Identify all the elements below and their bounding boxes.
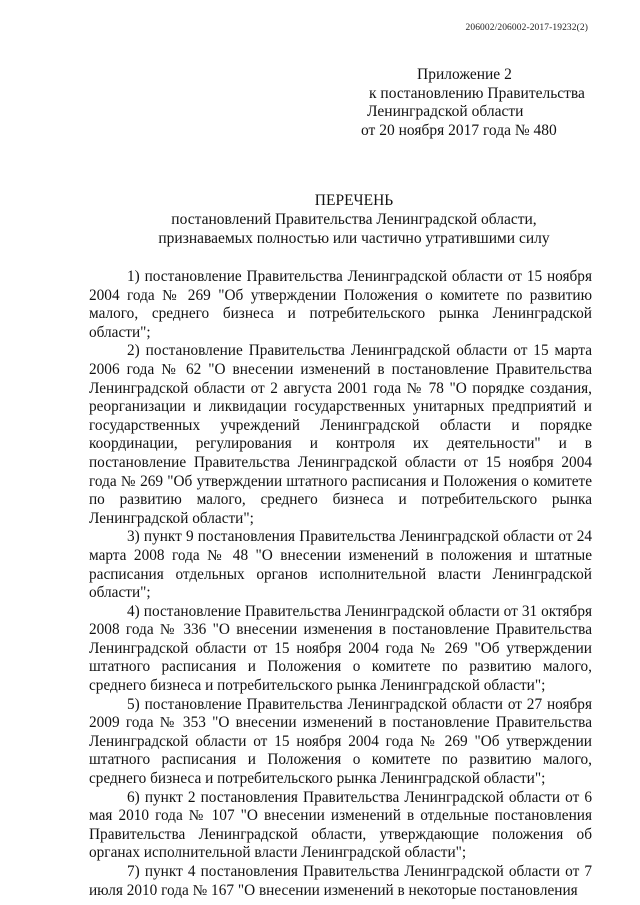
list-item: 7) пункт 4 постановления Правительства Ленинградской области от 7 июля 2010 года № 167 "О внесении изменений в некоторые постановления (89, 863, 592, 899)
document-title-block (80, 191, 580, 248)
appendix-region-line: Ленинградской области (367, 103, 524, 120)
appendix-title: Приложение 2 (417, 66, 512, 83)
list-item: 1) постановление Правительства Ленинградской области от 15 ноября 2004 года № 269 "Об утверждении Положения о комитете по развитию малого, среднего бизнеса и потребительского рынка Ленинградской области"; (89, 268, 592, 341)
document-subtitle-line-2: признаваемых полностью или частично утратившими силу (158, 230, 550, 247)
list-item: 3) пункт 9 постановления Правительства Ленинградской области от 24 марта 2008 года № 48 "О внесении изменений в положения и штатные расписания отдельных органов исполнительной власти Ленинградской области"; (89, 528, 592, 602)
document-registration-number: 206002/206002-2017-19232(2) (465, 23, 588, 33)
repealed-acts-list (89, 268, 592, 900)
appendix-date-line: от 20 ноября 2017 года № 480 (361, 121, 557, 139)
appendix-block (360, 66, 610, 140)
document-subtitle-line-1: постановлений Правительства Ленинградской области, (171, 211, 537, 228)
list-item: 5) постановление Правительства Ленинградской области от 27 ноября 2009 года № 353 "О внесении изменений в постановление Правительства Ленинградской области от 15 ноября 2004 года № 269 "Об утверждении штатного расписания и Положения о комитете по развитию малого, среднего бизнеса и потребительского рынка Ленинградской области"; (89, 695, 592, 788)
list-item: 4) постановление Правительства Ленинградской области от 31 октября 2008 года № 336 "О внесении изменения в постановление Правительства Ленинградской области от 15 ноября 2004 года № 269 "Об утверждении штатного расписания и Положения о комитете по развитию малого, среднего бизнеса и потребительского рынка Ленинградской области"; (89, 602, 592, 695)
list-item: 6) пункт 2 постановления Правительства Ленинградской области от 6 мая 2010 года № 107 "О внесении изменений в отдельные постановления Правительства Ленинградской области, утверждающие положения об органах исполнительной власти Ленинградской области"; (89, 788, 592, 862)
document-heading: ПЕРЕЧЕНЬ (314, 192, 394, 209)
appendix-reference-line: к постановлению Правительства (369, 84, 585, 102)
list-item: 2) постановление Правительства Ленинградской области от 15 марта 2006 года № 62 "О внесении изменений в постановление Правительства Ленинградской области от 2 августа 2001 года № 78 "О порядке создания, реорганизации и ликвидации государственных унитарных предприятий и государственных учреждений Ленинградской области и порядке координации, регулирования и контроля их деятельности" и в постановление Правительства Ленинградской области от 15 ноября 2004 года № 269 "Об утверждении штатного расписания и Положения о комитете по развитию малого, среднего бизнеса и потребительского рынка Ленинградской области"; (89, 342, 592, 527)
